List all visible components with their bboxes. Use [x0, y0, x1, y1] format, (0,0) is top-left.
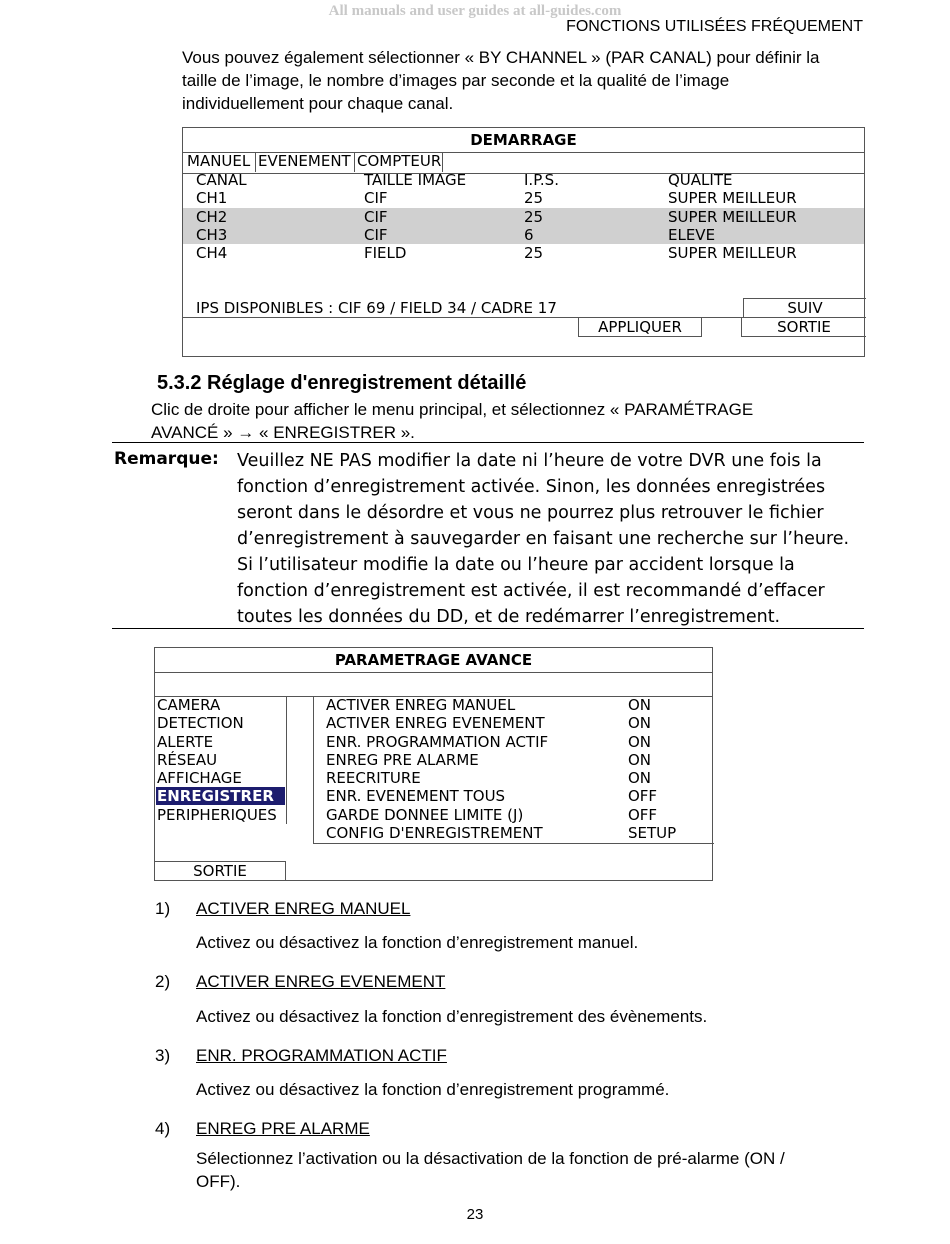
channel-row[interactable]: [183, 189, 864, 207]
note-line: toutes les données du DD, et de redémarrer l’enregistrement.: [237, 607, 781, 627]
cell-qualite: ELEVE: [668, 226, 716, 244]
setting-row[interactable]: [314, 714, 714, 732]
note-text: [237, 448, 877, 630]
page-number: 23: [466, 1206, 484, 1223]
item-title: ACTIVER ENREG MANUEL: [196, 899, 411, 918]
item-number: 2): [155, 972, 171, 991]
setting-label: GARDE DONNEE LIMITE (J): [326, 806, 524, 824]
col-taille-image: TAILLE IMAGE: [364, 171, 467, 189]
demarrage-title: DEMARRAGE: [470, 131, 577, 149]
title-divider: [155, 672, 712, 673]
setting-label: ACTIVER ENREG MANUEL: [326, 696, 516, 714]
cell-taille: CIF: [364, 226, 388, 244]
item-description: [196, 1147, 856, 1193]
menu-item-detection[interactable]: DETECTION: [157, 714, 244, 732]
cell-taille: FIELD: [364, 244, 407, 262]
setting-row[interactable]: [314, 769, 714, 787]
setting-value: ON: [628, 769, 652, 787]
cell-canal: CH4: [196, 244, 228, 262]
item-description: Activez ou désactivez la fonction d’enregistrement des évènements.: [196, 1007, 708, 1026]
menu-item-alerte[interactable]: ALERTE: [157, 733, 214, 751]
section-title: 5.3.2 Réglage d'enregistrement détaillé: [157, 372, 527, 394]
setting-value: ON: [628, 733, 652, 751]
cell-canal: CH3: [196, 226, 228, 244]
section-instructions: [151, 398, 851, 444]
note-line: Veuillez NE PAS modifier la date ni l’heure de votre DVR une fois la: [237, 451, 822, 471]
cell-ips: 25: [524, 208, 544, 226]
setting-value: OFF: [628, 787, 658, 805]
item-title: ENREG PRE ALARME: [196, 1119, 370, 1138]
setting-label: ENREG PRE ALARME: [326, 751, 479, 769]
tab-manuel[interactable]: MANUEL: [185, 152, 256, 172]
setting-row[interactable]: [314, 824, 714, 842]
tab-compteur[interactable]: COMPTEUR: [357, 152, 442, 170]
section-line: Clic de droite pour afficher le menu principal, et sélectionnez « PARAMÉTRAGE: [151, 400, 754, 419]
col-canal: CANAL: [196, 171, 247, 189]
channel-row[interactable]: [183, 244, 864, 262]
intro-line: Vous pouvez également sélectionner « BY CHANNEL » (PAR CANAL) pour définir la: [182, 48, 820, 67]
note-label: Remarque:: [114, 449, 219, 469]
cell-taille: CIF: [364, 208, 388, 226]
channel-row[interactable]: [183, 208, 864, 226]
menu-list: [155, 696, 287, 824]
menu-item-reseau[interactable]: RÉSEAU: [157, 751, 218, 769]
setting-value: ON: [628, 751, 652, 769]
setting-row[interactable]: [314, 806, 714, 824]
setting-label: ENR. EVENEMENT TOUS: [326, 787, 506, 805]
cell-canal: CH1: [196, 189, 228, 207]
item-description-line: OFF).: [196, 1172, 241, 1191]
setting-label: CONFIG D'ENREGISTREMENT: [326, 824, 543, 842]
note-top-rule: [112, 442, 864, 443]
setting-value: ON: [628, 696, 652, 714]
setting-row[interactable]: [314, 787, 714, 805]
note-line: Si l’utilisateur modifie la date ou l’heure par accident lorsque la: [237, 555, 795, 575]
item-number: 3): [155, 1046, 171, 1065]
menu-item-peripheriques[interactable]: PERIPHERIQUES: [157, 806, 277, 824]
menu-item-affichage[interactable]: AFFICHAGE: [157, 769, 242, 787]
note-line: fonction d’enregistrement est activée, il est recommandé d’effacer: [237, 581, 825, 601]
cell-taille: CIF: [364, 189, 388, 207]
setting-row[interactable]: [314, 733, 714, 751]
setting-label: ENR. PROGRAMMATION ACTIF: [326, 733, 549, 751]
setting-row[interactable]: [314, 751, 714, 769]
advanced-settings-panel: [154, 647, 713, 881]
cell-ips: 6: [524, 226, 534, 244]
intro-line: taille de l’image, le nombre d’images par seconde et la qualité de l’image: [182, 71, 730, 90]
item-description: Activez ou désactivez la fonction d’enregistrement programmé.: [196, 1080, 670, 1099]
cell-qualite: SUPER MEILLEUR: [668, 208, 797, 226]
next-button[interactable]: SUIV: [743, 298, 866, 318]
intro-paragraph: [182, 46, 872, 115]
cell-qualite: SUPER MEILLEUR: [668, 189, 797, 207]
item-description-line: Sélectionnez l’activation ou la désactivation de la fonction de pré-alarme (ON /: [196, 1149, 785, 1168]
exit-button[interactable]: SORTIE: [741, 317, 866, 337]
col-qualite: QUALITE: [668, 171, 733, 189]
col-ips: I.P.S.: [524, 171, 559, 189]
demarrage-panel: [182, 127, 865, 357]
cell-ips: 25: [524, 189, 544, 207]
note-line: seront dans le désordre et vous ne pourrez plus retrouver le fichier: [237, 503, 824, 523]
note-line: d’enregistrement à sauvegarder en faisant une recherche sur l’heure.: [237, 529, 850, 549]
channel-row[interactable]: [183, 226, 864, 244]
setting-value: OFF: [628, 806, 658, 824]
section-line: AVANCÉ » → « ENREGISTRER ».: [151, 423, 415, 442]
note-bottom-rule: [112, 628, 864, 629]
item-number: 4): [155, 1119, 171, 1138]
cell-canal: CH2: [196, 208, 228, 226]
item-title: ACTIVER ENREG EVENEMENT: [196, 972, 446, 991]
item-number: 1): [155, 899, 171, 918]
setting-value: SETUP: [628, 824, 677, 842]
setting-label: REECRITURE: [326, 769, 421, 787]
running-header: FONCTIONS UTILISÉES FRÉQUEMENT: [566, 18, 863, 35]
menu-item-camera[interactable]: CAMERA: [157, 696, 221, 714]
intro-line: individuellement pour chaque canal.: [182, 94, 454, 113]
exit-button[interactable]: SORTIE: [154, 861, 286, 881]
ips-available: IPS DISPONIBLES : CIF 69 / FIELD 34 / CADRE 17: [196, 299, 557, 317]
item-description: Activez ou désactivez la fonction d’enregistrement manuel.: [196, 933, 639, 952]
note-line: fonction d’enregistrement activée. Sinon, les données enregistrées: [237, 477, 826, 497]
setting-row[interactable]: [314, 696, 714, 714]
setting-value: ON: [628, 714, 652, 732]
apply-button[interactable]: APPLIQUER: [578, 317, 702, 337]
tab-evenement[interactable]: EVENEMENT: [256, 152, 355, 172]
item-title: ENR. PROGRAMMATION ACTIF: [196, 1046, 447, 1065]
menu-item-enregistrer[interactable]: ENREGISTRER: [156, 787, 285, 805]
watermark: All manuals and user guides at all-guides.com: [328, 3, 622, 19]
cell-ips: 25: [524, 244, 544, 262]
setting-label: ACTIVER ENREG EVENEMENT: [326, 714, 545, 732]
column-headers: [183, 171, 864, 189]
advanced-title: PARAMETRAGE AVANCE: [334, 651, 533, 669]
cell-qualite: SUPER MEILLEUR: [668, 244, 797, 262]
settings-list: [313, 696, 714, 844]
